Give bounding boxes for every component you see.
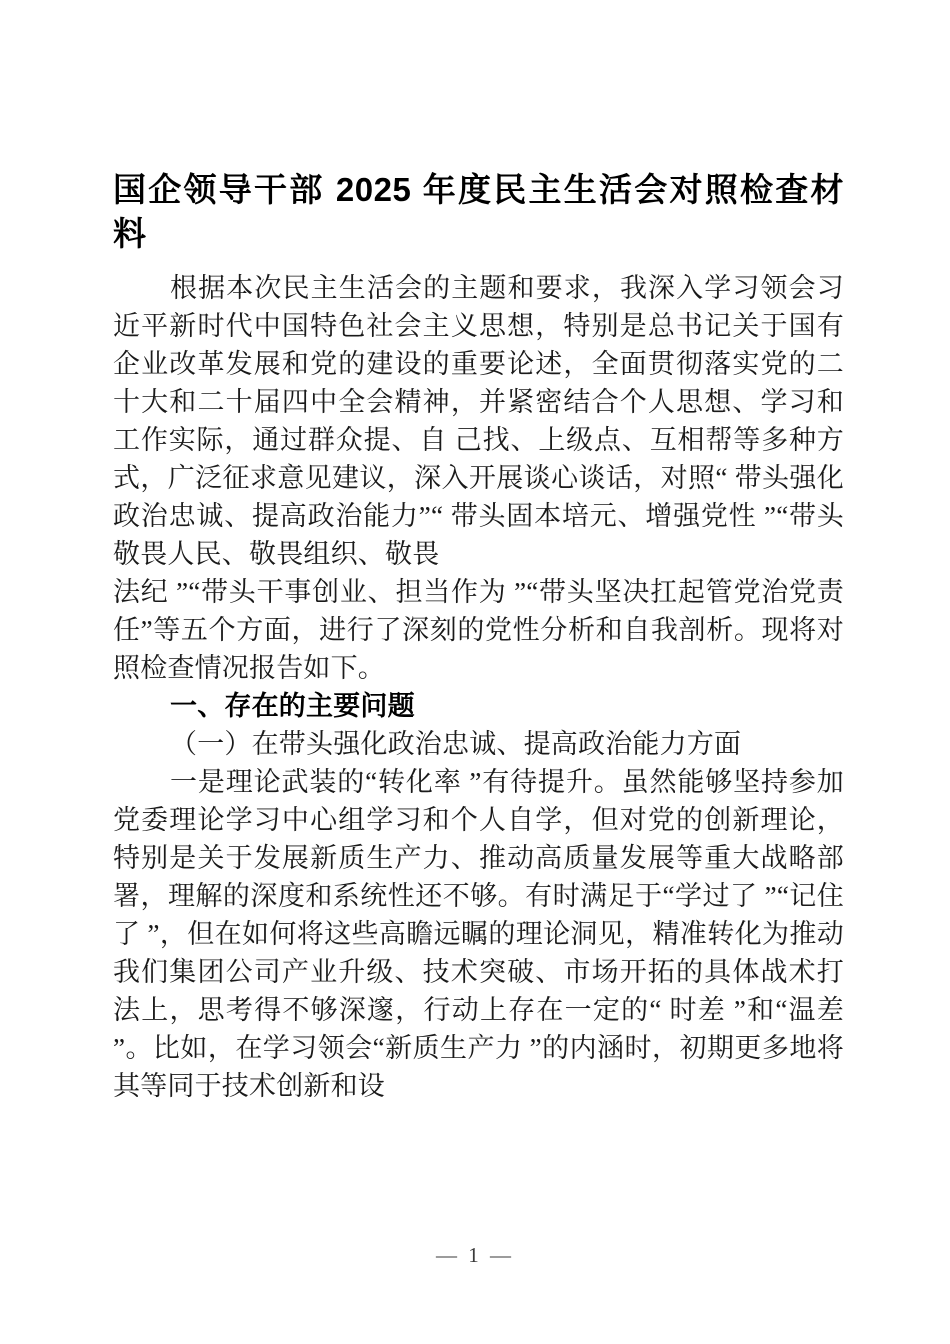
paragraph-point-one: 一是理论武装的“转化率 ”有待提升。虽然能够坚持参加党委理论学习中心组学习和个人自学，但对党的创新理论，特别是关于发展新质生产力、推动高质量发展等重大战略部署，理解的深度和系统性还不够。有时满足于“学过了 ”“记住了 ”，但在如何将这些高瞻远瞩的理论洞见，精准转化为推动我们集团公司产业升级、技术突破、市场开拓的具体战术打法上，思考得不够深邃，行动上存在一定的“ 时差 ”和“温差 ”。比如，在学习领会“新质生产力 ”的内涵时，初期更多地将其等同于技术创新和设 xyxy=(113,767,844,1101)
page-number-footer: — 1 — xyxy=(436,1243,514,1267)
paragraph-intro-part1: 根据本次民主生活会的主题和要求，我深入学习领会习近平新时代中国特色社会主义思想，特别是总书记关于国有企业改革发展和党的建设的重要论述，全面贯彻落实党的二十大和二十届四中全会精神，并紧密结合个人思想、学习和工作实际，通过群众提、自 己找、上级点、互相帮等多种方式，广泛征求意见建议，深入开展谈心谈话，对照“ 带头强化政治忠诚、提高政治能力”“ 带头固本培元、增强党性 ”“带头敬畏人民、敬畏组织、敬畏 xyxy=(113,273,844,569)
page-title: 国企领导干部 2025 年度民主生活会对照检查材料 xyxy=(113,171,844,252)
paragraph-intro-part2: 法纪 ”“带头干事创业、担当作为 ”“带头坚决扛起管党治党责任”等五个方面，进行了深刻的党性分析和自我剖析。现将对照检查情况报告如下。 xyxy=(113,577,844,683)
document-content xyxy=(113,0,844,1105)
section-heading-level2: （一）在带头强化政治忠诚、提高政治能力方面 xyxy=(170,729,742,759)
section-heading-level1: 一、存在的主要问题 xyxy=(170,691,415,721)
